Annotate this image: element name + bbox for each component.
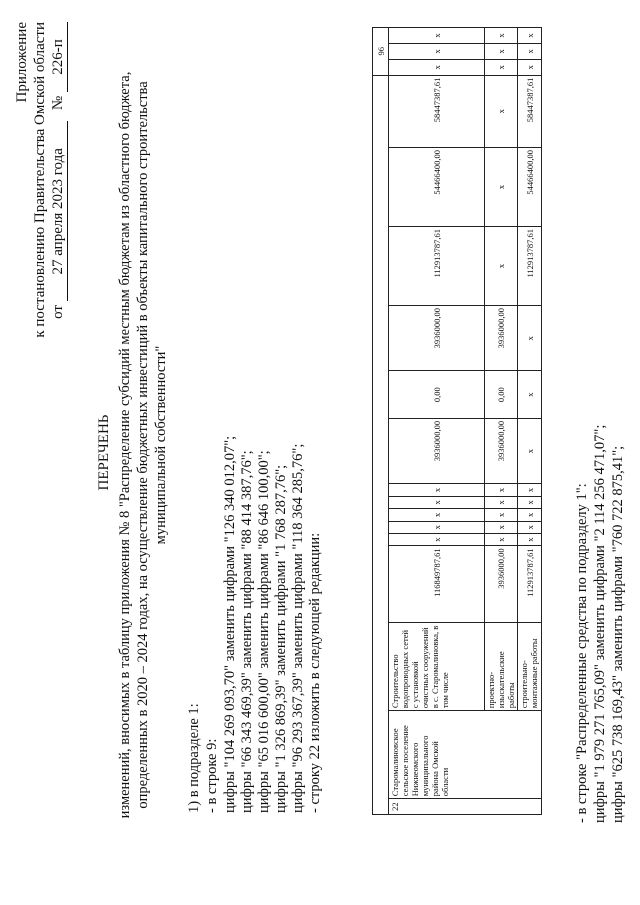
table-cell: x xyxy=(485,509,518,521)
table-cell: x xyxy=(518,44,542,60)
table-cell: x xyxy=(518,418,542,483)
table-cell: x xyxy=(518,533,542,545)
table-cell: x xyxy=(485,44,518,60)
row9-label: - в строке 9: xyxy=(204,738,220,813)
table-cell: x xyxy=(389,59,485,75)
table-cell: x xyxy=(518,484,542,496)
replacement-line: цифры "96 293 367,39" заменить цифрами "118 364 285,76"; xyxy=(290,443,306,813)
table-cell: x xyxy=(485,147,518,226)
appendix-resolution: к постановлению Правительства Омской области xyxy=(32,22,48,338)
replacement-line: цифры "625 738 169,43" заменить цифрами "760 722 875,41"; xyxy=(610,445,626,823)
table-cell: 112913787,61 xyxy=(518,546,542,623)
municipality-cell: Старомалиновское сельское поселение Нижнеомского муниципального района Омской области xyxy=(389,711,542,799)
appendix-number: 226-п xyxy=(50,22,68,92)
table-cell: x xyxy=(389,521,485,533)
appendix-title: Приложение xyxy=(14,22,30,103)
table-cell: 0,00 xyxy=(485,371,518,418)
table-cell: x xyxy=(485,521,518,533)
table-cell: x xyxy=(485,533,518,545)
table-cell: 3936000,00 xyxy=(389,418,485,483)
number-label: № xyxy=(50,95,66,111)
object-name-cell: строительно-монтажные работы xyxy=(518,623,542,711)
table-cell: 54466400,00 xyxy=(518,147,542,226)
document-subtitle: изменений, вносимых в таблицу приложения № 8 "Распределение субсидий местным бюджетам из областного бюджета, определенных в 2020 – 2024 годах, на осуществление бюджетных инвестиций в объекты капитального строительства муниципальной собственности" xyxy=(117,71,169,819)
replacement-line: цифры "1 326 869,39" заменить цифрами "1 768 287,76"; xyxy=(273,464,289,813)
object-name-cell: Строительство водопроводных сетей с установкой очистных сооружений в с. Старомалиновка, в том числе xyxy=(389,623,485,711)
table-cell: x xyxy=(485,75,518,147)
table-row xyxy=(389,28,485,815)
table-cell: 112913787,61 xyxy=(518,226,542,305)
table-cell: x xyxy=(485,496,518,508)
table-cell: 116849787,61 xyxy=(389,546,485,623)
from-label: от xyxy=(50,305,66,319)
table-cell: x xyxy=(518,496,542,508)
appendix-date: 27 апреля 2023 года xyxy=(50,121,68,301)
table-cell: 0,00 xyxy=(389,371,485,418)
table-cell: x xyxy=(389,509,485,521)
appendix-date-number xyxy=(50,22,68,319)
table-cell: x xyxy=(518,509,542,521)
table-cell: x xyxy=(485,484,518,496)
table-header-row xyxy=(373,28,389,815)
replacement-line: цифры "66 343 469,39" заменить цифрами "88 414 387,76"; xyxy=(239,450,255,813)
document-title: ПЕРЕЧЕНЬ xyxy=(96,414,112,491)
table-cell: x xyxy=(518,521,542,533)
table-cell: x xyxy=(389,533,485,545)
table-cell: 3936000,00 xyxy=(485,546,518,623)
table-cell: x xyxy=(485,226,518,305)
table-cell: x xyxy=(518,59,542,75)
replacement-line: цифры "1 979 271 765,09" заменить цифрами "2 114 256 471,07"; xyxy=(592,424,608,823)
table-cell: 54466400,00 xyxy=(389,147,485,226)
object-name-cell: проектно-изыскательские работы xyxy=(485,623,518,711)
table-cell: 58447387,61 xyxy=(389,75,485,147)
table-cell: 58447387,61 xyxy=(518,75,542,147)
table-cell: x xyxy=(485,28,518,44)
table-cell: x xyxy=(485,59,518,75)
table-cell: x xyxy=(389,484,485,496)
table-cell: x xyxy=(389,496,485,508)
table-row xyxy=(518,28,542,815)
row22-label: - строку 22 изложить в следующей редакции: xyxy=(307,532,323,813)
replacement-line: цифры "104 269 093,70" заменить цифрами "126 340 012,07"; xyxy=(222,435,238,813)
table-cell: 112913787,61 xyxy=(389,226,485,305)
table-cell: x xyxy=(518,28,542,44)
row-number: 22 xyxy=(389,799,542,815)
table-cell: x xyxy=(389,44,485,60)
table-cell: x xyxy=(389,28,485,44)
table-cell: 3936000,00 xyxy=(485,305,518,370)
table-cell: 3936000,00 xyxy=(389,305,485,370)
page-number: 96 xyxy=(373,28,389,76)
table-cell: x xyxy=(518,305,542,370)
table-cell: 3936000,00 xyxy=(485,418,518,483)
replacement-line: цифры "65 016 600,00" заменить цифрами "86 646 100,00"; xyxy=(256,450,272,813)
distributed-label: - в строке "Распределенные средства по подразделу 1": xyxy=(574,483,590,823)
table-row xyxy=(485,28,518,815)
table-cell: x xyxy=(518,371,542,418)
section-heading: 1) в подразделе 1: xyxy=(186,703,202,813)
budget-table xyxy=(372,27,542,815)
